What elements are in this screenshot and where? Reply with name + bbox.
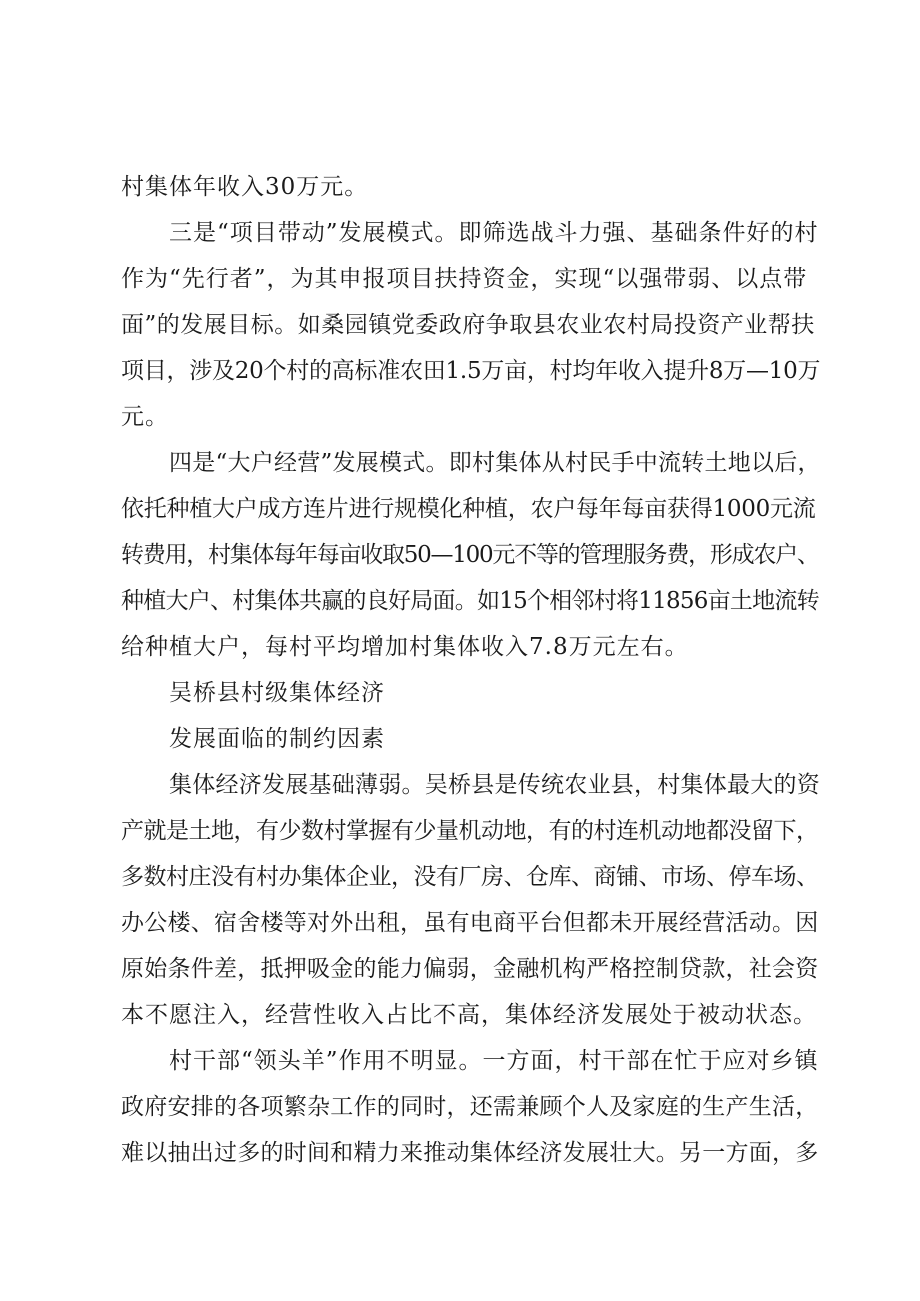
text-line: 作为“先行者”，为其申报项目扶持资金，实现“以强带弱、以点带 <box>121 266 808 292</box>
paragraph-village-cadres <box>121 1038 821 1176</box>
text-line: 面”的发展目标。如桑园镇党委政府争取县农业农村局投资产业帮扶 <box>121 312 815 338</box>
paragraph-continuation <box>121 164 821 210</box>
text-line: 原始条件差，抵押吸金的能力偏弱，金融机构严格控制贷款，社会资 <box>121 956 819 982</box>
text-line: 村集体年收入30万元。 <box>121 174 369 200</box>
text-line: 政府安排的各项繁杂工作的同时，还需兼顾个人及家庭的生产生活， <box>121 1094 819 1120</box>
text-line: 种植大户、村集体共赢的良好局面。如15个相邻村将11856亩土地流转 <box>121 588 819 614</box>
text-line: 本不愿注入，经营性收入占比不高，集体经济发展处于被动状态。 <box>121 1002 817 1028</box>
text-line: 转费用，村集体每年每亩收取50—100元不等的管理服务费，形成农户、 <box>121 542 819 568</box>
heading-line: 吴桥县村级集体经济 <box>169 680 385 706</box>
paragraph-project-driven <box>121 210 821 440</box>
text-line: 村干部“领头羊”作用不明显。一方面，村干部在忙于应对乡镇 <box>169 1048 819 1074</box>
text-line: 办公楼、宿舍楼等对外出租，虽有电商平台但都未开展经营活动。因 <box>121 910 819 936</box>
text-line: 依托种植大户成方连片进行规模化种植，农户每年每亩获得1000元流 <box>121 496 816 522</box>
text-line: 给种植大户，每村平均增加村集体收入7.8万元左右。 <box>121 634 689 660</box>
text-line: 产就是土地，有少数村掌握有少量机动地，有的村连机动地都没留下， <box>121 818 819 844</box>
paragraph-weak-foundation <box>121 762 821 1038</box>
text-line: 多数村庄没有村办集体企业，没有厂房、仓库、商铺、市场、停车场、 <box>121 864 819 890</box>
text-line: 集体经济发展基础薄弱。吴桥县是传统农业县，村集体最大的资 <box>169 772 820 798</box>
text-line: 项目，涉及20个村的高标准农田1.5万亩，村均年收入提升8万—10万 <box>121 358 821 384</box>
section-heading <box>121 716 821 762</box>
text-line: 四是“大户经营”发展模式。即村集体从村民手中流转土地以后， <box>169 450 821 476</box>
document-body <box>121 164 821 1176</box>
section-heading <box>121 670 821 716</box>
text-line: 难以抽出过多的时间和精力来推动集体经济发展壮大。另一方面，多 <box>121 1140 819 1166</box>
paragraph-large-household <box>121 440 821 670</box>
text-line: 三是“项目带动”发展模式。即筛选战斗力强、基础条件好的村 <box>169 220 819 246</box>
text-line: 元。 <box>121 404 169 430</box>
heading-line: 发展面临的制约因素 <box>169 726 385 752</box>
